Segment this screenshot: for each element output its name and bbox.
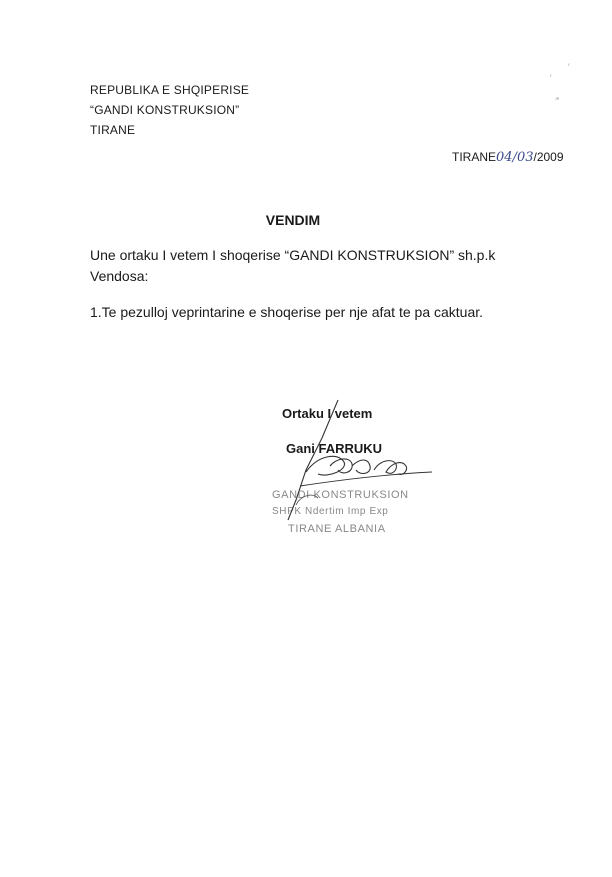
company-stamp: [266, 485, 426, 545]
stamp-line-2: SHPK Ndertim Imp Exp: [272, 506, 389, 517]
document-title-row: [0, 212, 612, 228]
body-line-3: 1.Te pezulloj veprintarine e shoqerise per nje afat te pa caktuar.: [90, 304, 484, 320]
date-year: /2009: [533, 150, 564, 164]
stamp-line-3: TIRANE ALBANIA: [288, 523, 386, 535]
signatory-name: Gani FARRUKU: [286, 441, 383, 456]
document-title: VENDIM: [265, 212, 321, 228]
scan-speck: ′: [568, 62, 570, 72]
date-city: TIRANE: [452, 150, 497, 164]
body-line-1: Une ortaku I vetem I shoqerise “GANDI KONSTRUKSION” sh.p.k: [90, 247, 496, 263]
scan-speck: ‴: [556, 96, 560, 106]
scan-speck: ′: [550, 73, 552, 83]
letterhead: [90, 80, 249, 140]
signatory-title: Ortaku I vetem: [282, 406, 373, 421]
body-line-2: Vendosa:: [90, 268, 149, 284]
header-city: TIRANE: [90, 123, 136, 137]
stamp-line-1: GANDI KONSTRUKSION: [272, 489, 409, 501]
date-handwritten: 04/03: [496, 150, 534, 165]
header-company: “GANDI KONSTRUKSION”: [90, 103, 240, 117]
header-republic: REPUBLIKA E SHQIPERISE: [90, 83, 250, 97]
document-date: [452, 150, 564, 165]
